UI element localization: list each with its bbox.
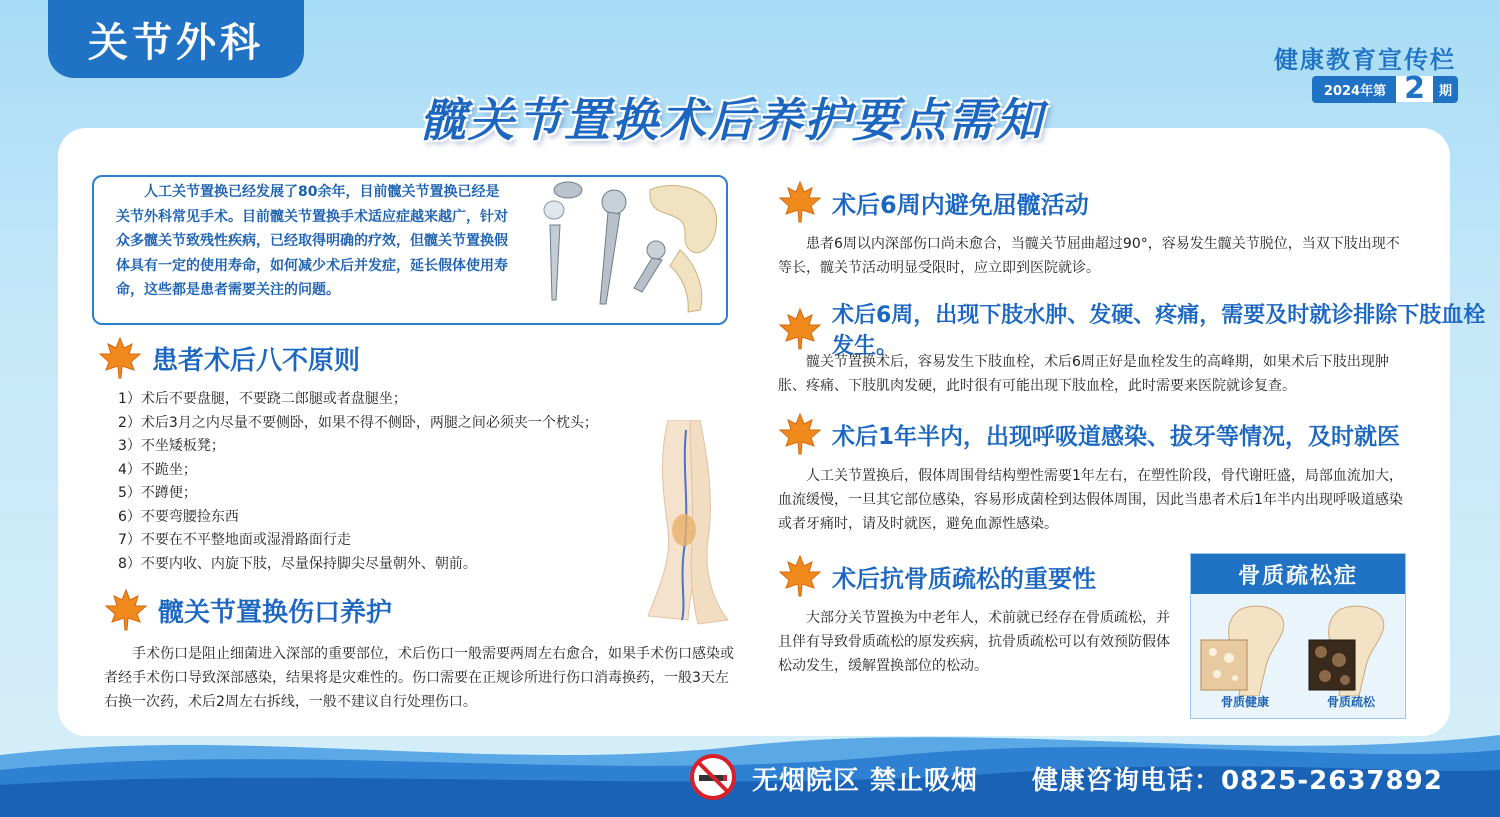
hip-implant-illustration xyxy=(520,180,720,320)
section2-title: 术后6周，出现下肢水肿、发硬、疼痛，需要及时就诊排除下肢血栓发生。 xyxy=(832,303,1486,359)
wound-section-head xyxy=(104,588,392,632)
list-item: 1）术后不要盘腿，不要跷二郎腿或者盘腿坐； xyxy=(118,391,407,407)
section1-title: 术后6周内避免屈髋活动 xyxy=(832,190,1089,219)
list-item: 6）不要弯腰捡东西 xyxy=(118,508,239,525)
section4-head xyxy=(778,554,1096,598)
maple-leaf-icon xyxy=(778,554,822,598)
section4-text: 大部分关节置换为中老年人，术前就已经存在骨质疏松，并且伴有导致骨质疏松的原发疾病，抗骨质疏松可以有效预防假体松动发生，缓解置换部位的松动。 xyxy=(778,610,1170,674)
section3-title: 术后1年半内，出现呼吸道感染、拔牙等情况，及时就医 xyxy=(832,423,1401,450)
wound-text: 手术伤口是阻止细菌进入深部的重要部位，术后伤口一般需要两周左右愈合，如果手术伤口感染或者经手术伤口导致深部感染，结果将是灾难性的。伤口需要在正规诊所进行伤口消毒换药，一般3天左右换一次药，术后2周左右拆线，一般不建议自行处理伤口。 xyxy=(104,646,734,710)
list-item: 2）术后3月之内尽量不要侧卧，如果不得不侧卧，两腿之间必须夹一个枕头； xyxy=(118,414,598,431)
list-item: 5）不蹲便； xyxy=(118,485,197,501)
no-smoking-text: 无烟院区 禁止吸烟 xyxy=(752,766,979,796)
maple-leaf-icon xyxy=(778,307,822,351)
page-title: 髋关节置换术后养护要点需知 xyxy=(420,93,1044,147)
issue-number: 2 xyxy=(1396,76,1433,102)
list-item: 7）不要在不平整地面或湿滑路面行走 xyxy=(118,532,351,548)
rules-title: 患者术后八不原则 xyxy=(152,345,361,376)
section1-text: 患者6周以内深部伤口尚未愈合，当髋关节屈曲超过90°，容易发生髋关节脱位，当双下肢出现不等长，髋关节活动明显受限时，应立即到医院就诊。 xyxy=(778,236,1400,276)
list-item: 4）不跪坐； xyxy=(118,461,197,478)
issue-badge xyxy=(1312,71,1458,106)
rules-list xyxy=(118,388,598,576)
osteoporosis-title: 骨质疏松症 xyxy=(1191,554,1405,594)
maple-leaf-icon xyxy=(98,336,142,380)
section4-title: 术后抗骨质疏松的重要性 xyxy=(832,564,1096,593)
maple-leaf-icon xyxy=(778,412,822,456)
board-name: 健康教育宣传栏 xyxy=(1274,46,1456,74)
wound-title: 髋关节置换伤口养护 xyxy=(158,597,393,628)
rules-section-head xyxy=(98,336,360,380)
no-smoking-icon xyxy=(690,754,736,800)
maple-leaf-icon xyxy=(104,588,148,632)
issue-suffix: 期 xyxy=(1433,76,1458,103)
hotline-text: 健康咨询电话：0825-2637892 xyxy=(1032,766,1443,796)
list-item: 3）不坐矮板凳； xyxy=(118,438,225,454)
osteo-healthy-label: 骨质健康 xyxy=(1221,695,1270,709)
osteoporosis-figure xyxy=(1190,553,1406,719)
leg-illustration xyxy=(628,420,738,630)
bone-comparison-illustration xyxy=(1199,600,1399,696)
list-item: 8）不要内收、内旋下肢，尽量保持脚尖尽量朝外、朝前。 xyxy=(118,555,477,572)
section1-head xyxy=(778,180,1089,224)
osteo-porous-label: 骨质疏松 xyxy=(1327,695,1376,709)
section2-text: 髋关节置换术后，容易发生下肢血栓，术后6周正好是血栓发生的高峰期，如果术后下肢出现肿胀、疼痛、下肢肌肉发硬，此时很有可能出现下肢血栓，此时需要来医院就诊复查。 xyxy=(778,354,1389,394)
issue-prefix: 2024年第 xyxy=(1312,76,1396,103)
section3-text: 人工关节置换后，假体周围骨结构塑性需要1年左右，在塑性阶段，骨代谢旺盛，局部血流加大，血流缓慢，一旦其它部位感染，容易形成菌栓到达假体周围，因此当患者术后1年半内出现呼吸道感染或者牙痛时，请及时就医，避免血源性感染。 xyxy=(778,468,1403,532)
department-tab: 关节外科 xyxy=(48,0,304,78)
section3-head xyxy=(778,412,1400,456)
intro-text: 人工关节置换已经发展了80余年，目前髋关节置换已经是关节外科常见手术。目前髋关节置换手术适应症越来越广，针对众多髋关节致残性疾病，已经取得明确的疗效，但髋关节置换假体具有一定的使用寿命，如何减少术后并发症，延长假体使用寿命，这些都是患者需要关注的问题。 xyxy=(116,184,508,298)
maple-leaf-icon xyxy=(778,180,822,224)
